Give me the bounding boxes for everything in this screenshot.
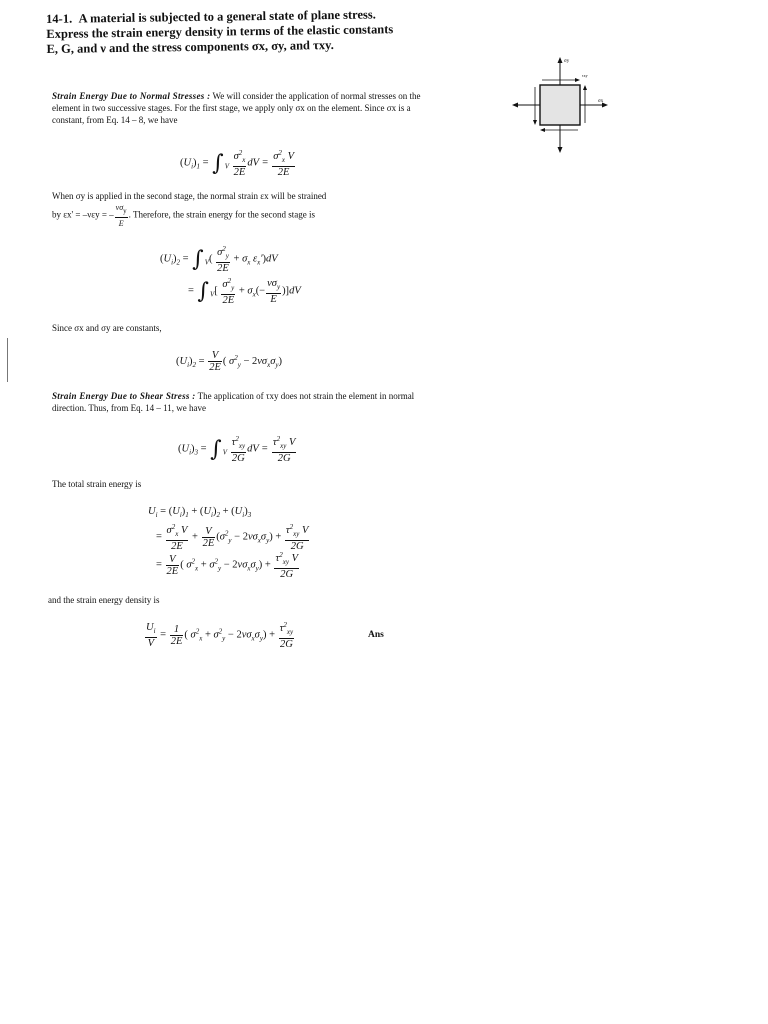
normal-stress-text: We will consider the application of normal stresses on the element in two successive stages. For the first stage, we apply only σx on the element. Since σx is a constant, from Eq. 14 – 8, we have [52,91,421,125]
equation-u3: $(U_i)_3 = \int_V$ $\frac{\tau^2_{xy}}{2G}$ dV = $\frac{\tau^2_{xy} V}{2G}$ [178,435,296,464]
equation-u2-line2: = $\int_V$[ $\frac{\sigma^2_y}{2E}$ + $\sigma_x(-$ $\frac{\nu\sigma_y}{E}$ )]dV [188,277,301,306]
margin-scan-line [7,338,8,382]
problem-text: A material is subjected to a general state of plane stress. Express the strain energy density in terms of the elastic constants E, G, and ν and the stress components σx, σy, and τxy. [46,7,394,56]
shear-stress-paragraph [52,390,432,414]
problem-number: 14-1. [46,11,73,26]
constants-text: Since σx and σy are constants, [52,323,162,333]
answer-label: Ans [368,630,384,640]
equation-total-line2: = $\frac{\sigma^2_x V}{2E}$ + $\frac{V}{2E}$ $(\sigma^2_y - 2\nu\sigma_x\sigma_y)$ + $\frac{\tau^2_{xy} V}{2G}$ [156,523,309,552]
second-stage-line-b: by εx' = –νεy = – [52,209,114,220]
equation-u2-line1: $(U_i)_2 = \int_V$( $\frac{\sigma^2_y}{2E}$ + $\sigma_x$ $\varepsilon_x')dV$ [160,245,278,274]
second-stage-paragraph: When σy is applied in the second stage, the normal strain εx will be strained by εx' = –νεy = – $\frac{\text{νσy}}{E}$ . Therefore, the strain energy for the second stage is [52,190,432,229]
shear-stress-heading: Strain Energy Due to Shear Stress : [52,391,196,401]
equation-u2-result: $(U_i)_2$ = $\frac{V}{2E}$ ( $\sigma^2_y - 2\nu\sigma_x\sigma_y$) [176,350,282,373]
shear-stress-text: The application of τxy does not strain the element in normal direction. Thus, from Eq. 14 – 11, we have [52,391,415,413]
equation-total-line1: $U_i = (U_i)_1 + (U_i)_2 + (U_i)_3$ [148,506,252,519]
equation-density: $\frac{U_i}{V}$ = $\frac{1}{2E}$ ( $\sigma^2_x + \sigma^2_y - 2\nu\sigma_x\sigma_y$) + $\frac{\tau^2_{xy}}{2G}$ [146,621,294,650]
tau-xy-label: τxy [582,73,588,78]
problem-statement [46,7,407,57]
equation-u1: $(U_i)_1 = \int_V$ $\frac{\sigma^2_x}{2E}$ dV = $\frac{\sigma^2_x V}{2E}$ [180,149,295,178]
normal-stress-paragraph [52,90,432,126]
sigma-x-label: σx [598,99,604,104]
second-stage-line-c: . Therefore, the strain energy for the second stage is [128,209,316,220]
total-energy-text: The total strain energy is [52,479,142,489]
sigma-y-label: σy [564,59,570,64]
second-stage-line-a: When σy is applied in the second stage, the normal strain εx will be strained [52,191,327,201]
element-square [540,85,580,125]
density-text: and the strain energy density is [48,595,160,605]
plane-stress-element-figure [510,55,610,155]
equation-total-line3: = $\frac{V}{2E}$ ( $\sigma^2_x + \sigma^2_y - 2\nu\sigma_x\sigma_y$) + $\frac{\tau^2_{xy} V}{2G}$ [156,551,298,580]
normal-stress-heading: Strain Energy Due to Normal Stresses : [52,91,211,101]
